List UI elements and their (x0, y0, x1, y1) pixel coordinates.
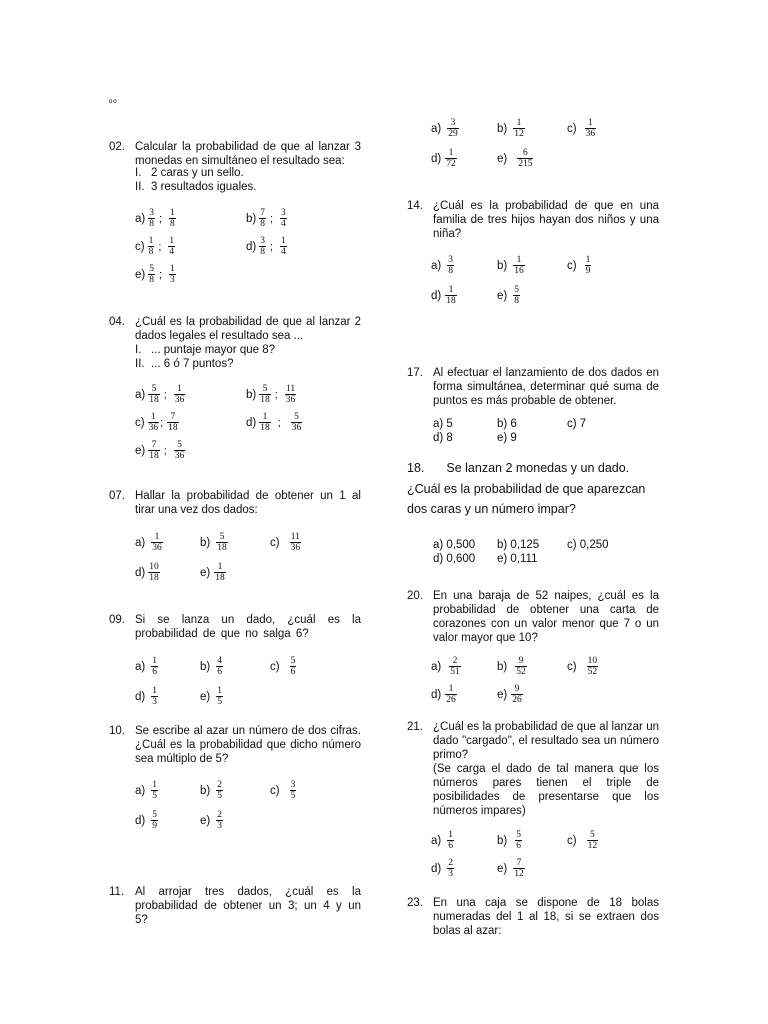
option-d: d) $\frac{10}{18}$ (135, 562, 159, 583)
option-e: e) 9 (497, 432, 517, 444)
question-text: ¿Cuál es la probabilidad de que al lanzar 2 dados legales el resultado sea ... (135, 316, 361, 342)
question-number: 04. (109, 316, 125, 328)
option-b: b) 6 (497, 418, 517, 430)
option-e: e) $\frac{5}{8}$ ; $\frac{1}{3}$ (135, 264, 175, 285)
question-number: 14. (407, 200, 423, 212)
option-a: a) $\frac{1}{6}$ (431, 830, 453, 851)
option-e: e) $\frac{7}{12}$ (497, 858, 524, 879)
option-c: c) $\frac{11}{36}$ (270, 532, 301, 553)
question-number: 18. (407, 461, 425, 475)
option-d: d) $\frac{3}{8}$ ; $\frac{1}{4}$ (246, 236, 286, 257)
option-d: d) $\frac{2}{3}$ (431, 858, 453, 879)
option-c: c) 7 (567, 418, 587, 430)
option-a: a) $\frac{3}{8}$ (431, 255, 453, 276)
question-number: 17. (407, 367, 423, 379)
question-text: Si se lanza un dado, ¿cuál es la probabilidad de que no salga 6? (135, 614, 361, 640)
question-number: 09. (109, 614, 125, 626)
option-b: b) $\frac{7}{8}$ ; $\frac{3}{4}$ (246, 208, 286, 229)
option-c: c) $\frac{1}{36}$ ; $\frac{7}{18}$ (135, 412, 178, 433)
option-e: e) $\frac{2}{3}$ (200, 810, 222, 831)
option-c: c) $\frac{1}{8}$ ; $\frac{1}{4}$ (135, 236, 175, 257)
question-text: ¿Cuál es la probabilidad de que al lanzar un dado "cargado", el resultado sea un número primo? (433, 721, 659, 761)
question-number: 02. (109, 141, 125, 153)
option-c: c) $\frac{5}{12}$ (567, 830, 598, 851)
question-number: 11. (109, 886, 125, 898)
question-number: 20. (407, 590, 423, 602)
option-b: b) $\frac{1}{16}$ (497, 255, 524, 276)
option-b: b) 0,125 (497, 539, 540, 551)
item-ii: II. ... 6 ó 7 puntos? (135, 358, 234, 370)
item-i: I. ... puntaje mayor que 8? (135, 344, 276, 356)
option-d: d) $\frac{1}{18}$ (431, 285, 456, 306)
question-text: Al efectuar el lanzamiento de dos dados en forma simultánea, determinar qué suma de puntos es más probable de obtener. (433, 367, 659, 407)
question-text: ¿Cuál es la probabilidad de que en una familia de tres hijos hayan dos niños y una niña? (433, 200, 659, 240)
question-note: (Se carga el dado de tal manera que los números pares tienen el triple de posibilidades de presentarse que los números impares) (433, 763, 659, 817)
option-d: d) $\frac{1}{72}$ (431, 148, 456, 169)
option-e: e) $\frac{5}{8}$ (497, 285, 519, 306)
page-mark: ºº (109, 98, 118, 108)
option-e: e) $\frac{9}{26}$ (497, 684, 522, 705)
option-b: b) $\frac{1}{12}$ (497, 118, 524, 139)
question-number: 07. (109, 490, 125, 502)
option-c: c) $\frac{5}{6}$ (270, 656, 296, 677)
option-e: e) $\frac{1}{18}$ (200, 562, 225, 583)
option-c: c) $\frac{1}{9}$ (567, 255, 591, 276)
option-b: b) $\frac{5}{18}$ ; $\frac{11}{36}$ (246, 384, 296, 405)
option-a: a) 5 (433, 418, 453, 430)
option-c: c) $\frac{10}{52}$ (567, 656, 598, 677)
option-d: d) $\frac{1}{26}$ (431, 684, 456, 705)
option-a: a) $\frac{5}{18}$ ; $\frac{1}{36}$ (135, 384, 185, 405)
question-text: Se escribe al azar un número de dos cifras. ¿Cuál es la probabilidad que dicho número sea múltiplo de 5? (135, 725, 361, 765)
option-b: b) $\frac{5}{18}$ (200, 532, 227, 553)
option-e: e) $\frac{7}{18}$ ; $\frac{5}{36}$ (135, 440, 185, 461)
question-text: En una baraja de 52 naipes, ¿cuál es la probabilidad de obtener una carta de corazones con un valor menor que 7 o un valor mayor que 10? (433, 590, 659, 644)
question-text: Calcular la probabilidad de que al lanzar 3 monedas en simultáneo el resultado sea: (135, 141, 361, 167)
option-e: e) 0,111 (497, 553, 538, 565)
option-d: d) $\frac{1}{18}$ ; $\frac{5}{36}$ (246, 412, 302, 433)
option-e: e) $\frac{1}{5}$ (200, 686, 222, 707)
option-c: c) $\frac{3}{5}$ (270, 780, 296, 801)
option-a: a) $\frac{1}{6}$ (135, 656, 157, 677)
option-a: a) $\frac{3}{29}$ (431, 118, 458, 139)
item-ii: II. 3 resultados iguales. (135, 181, 257, 193)
item-i: I. 2 caras y un sello. (135, 167, 244, 179)
option-a: a) $\frac{1}{5}$ (135, 780, 157, 801)
option-e: e) $\frac{6}{215}$ (497, 148, 533, 169)
option-a: a) $\frac{1}{36}$ (135, 532, 162, 553)
option-b: b) $\frac{9}{52}$ (497, 656, 526, 677)
option-a: a) $\frac{3}{8}$ ; $\frac{1}{8}$ (135, 208, 175, 229)
question-text: Se lanzan 2 monedas y un dado. ¿Cuál es la probabilidad de que aparezcan dos caras y un número impar? (407, 461, 646, 516)
question-18 (407, 458, 657, 520)
option-b: b) $\frac{4}{6}$ (200, 656, 222, 677)
option-d: d) 8 (433, 432, 453, 444)
option-d: d) 0,600 (433, 553, 476, 565)
option-a: a) $\frac{2}{51}$ (431, 656, 460, 677)
option-c: c) $\frac{1}{36}$ (567, 118, 596, 139)
question-text: En una caja se dispone de 18 bolas numeradas del 1 al 18, si se extraen dos bolas al azar: (433, 897, 659, 937)
option-d: d) $\frac{1}{3}$ (135, 686, 157, 707)
question-number: 23. (407, 897, 423, 909)
option-d: d) $\frac{5}{9}$ (135, 810, 157, 831)
question-text: Hallar la probabilidad de obtener un 1 al tirar una vez dos dados: (135, 490, 361, 516)
option-b: b) $\frac{5}{6}$ (497, 830, 521, 851)
option-c: c) 0,250 (567, 539, 609, 551)
option-a: a) 0,500 (433, 539, 476, 551)
question-number: 10. (109, 725, 125, 737)
question-number: 21. (407, 721, 423, 733)
option-b: b) $\frac{2}{5}$ (200, 780, 222, 801)
question-text: Al arrojar tres dados, ¿cuál es la probabilidad de obtener un 3; un 4 y un 5? (135, 886, 361, 926)
